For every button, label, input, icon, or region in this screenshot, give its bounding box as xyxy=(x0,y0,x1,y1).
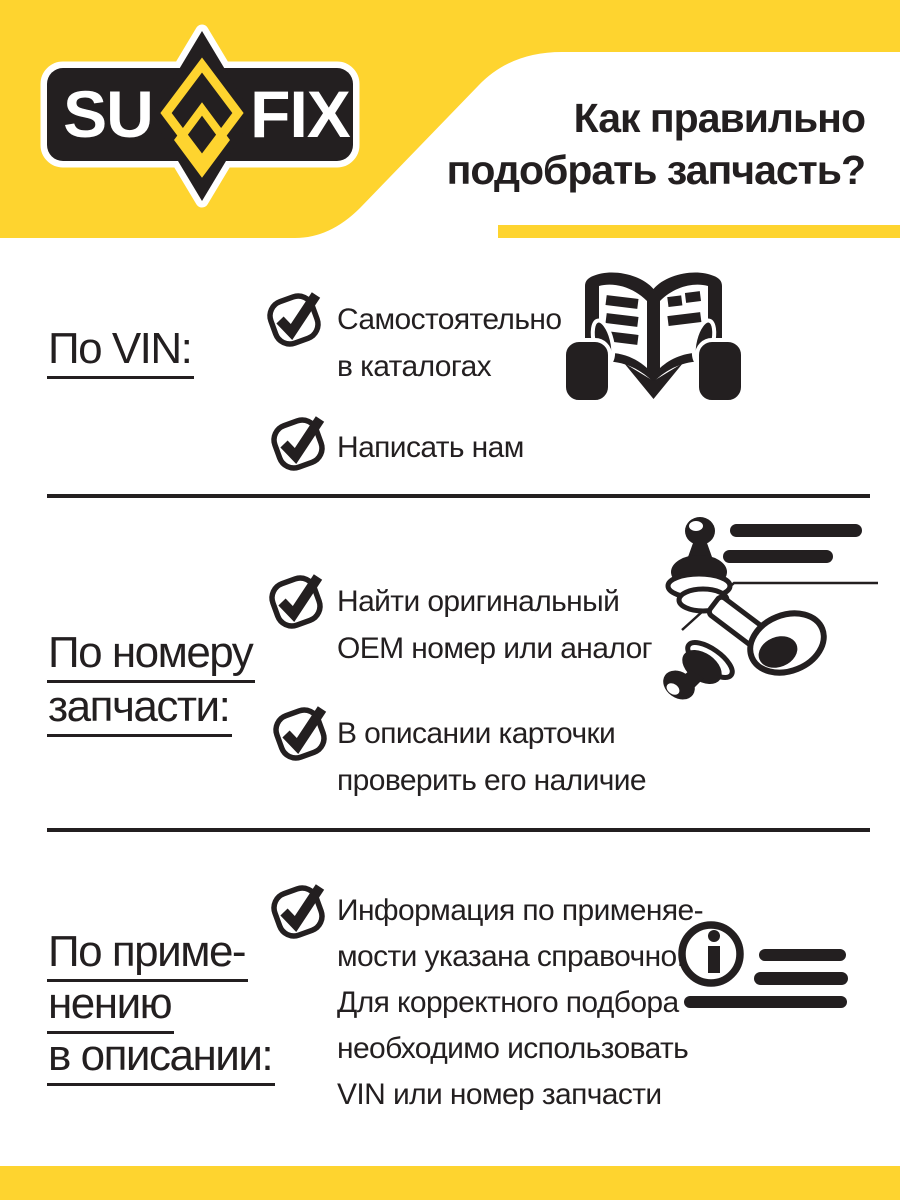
check-icon xyxy=(268,408,334,474)
open-catalog-icon xyxy=(556,268,751,400)
item-text-line: В описании карточки xyxy=(337,717,616,750)
item-text-line: Самостоятельно xyxy=(337,303,562,336)
item-text-line: в каталогах xyxy=(337,350,492,383)
section-application-heading xyxy=(48,926,275,1082)
item-text-line: OEM номер или аналог xyxy=(337,632,653,665)
page-title-line2: подобрать запчасть? xyxy=(446,147,865,193)
check-icon xyxy=(264,284,330,350)
check-icon xyxy=(268,876,334,942)
page-title xyxy=(447,92,865,196)
check-icon xyxy=(266,566,332,632)
section-vin-heading xyxy=(48,322,194,376)
heading-line: По приме- xyxy=(47,927,248,982)
heading-line: в описании: xyxy=(47,1031,275,1086)
heading-line: По номеру xyxy=(47,628,255,683)
logo-text-su: SU xyxy=(63,77,153,151)
footer-bar xyxy=(0,1166,900,1200)
vin-item-2 xyxy=(337,424,524,471)
title-underline-bar xyxy=(498,225,900,238)
item-text-line: Написать нам xyxy=(337,431,524,464)
item-text-line: Найти оригинальный xyxy=(337,585,620,618)
partnumber-item-2 xyxy=(337,710,646,804)
check-icon xyxy=(270,698,336,764)
item-text-line: необходимо использовать xyxy=(337,1032,689,1065)
heading-line: запчасти: xyxy=(47,682,232,737)
item-text-line: Информация по применяе- xyxy=(337,894,703,927)
section-divider xyxy=(47,494,870,498)
section-divider xyxy=(47,828,870,832)
part-diagram-icon xyxy=(582,512,878,704)
item-text-line: мости указана справочно. xyxy=(337,940,685,973)
info-icon xyxy=(678,918,850,1013)
section-partnumber-heading xyxy=(48,626,255,734)
vin-item-1 xyxy=(337,296,561,390)
item-text-line: Для корректного подбора xyxy=(337,986,679,1019)
logo-text-fix: FIX xyxy=(250,77,350,151)
part-number-lines-icon xyxy=(723,524,862,563)
item-text-line: проверить его наличие xyxy=(337,764,647,797)
heading-line: По VIN: xyxy=(47,324,194,379)
page-title-line1: Как правильно xyxy=(573,95,865,141)
heading-line: нению xyxy=(47,979,174,1034)
item-text-line: VIN или номер запчасти xyxy=(337,1078,662,1111)
brand-logo xyxy=(30,18,380,223)
application-item-1 xyxy=(337,888,703,1118)
